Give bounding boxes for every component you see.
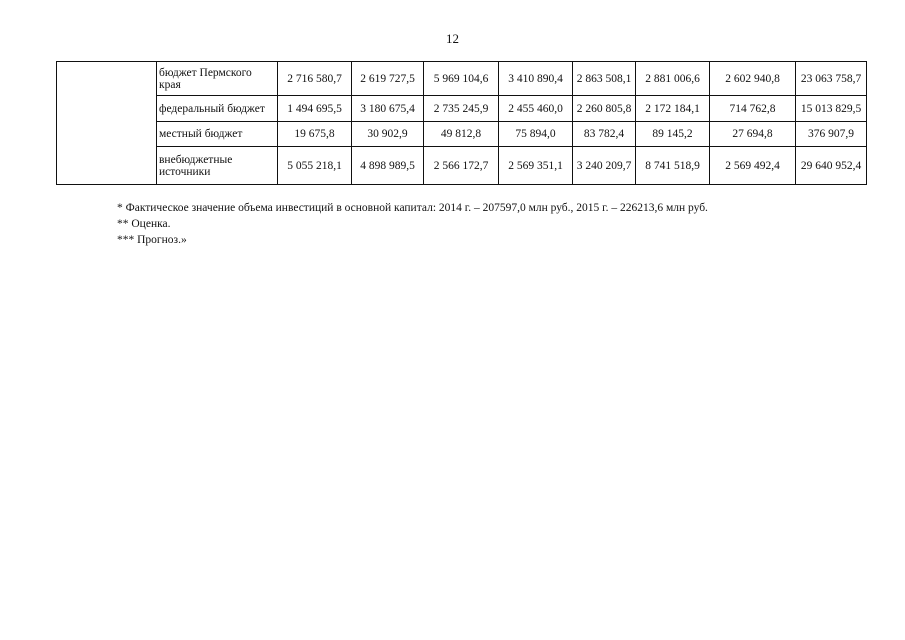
table-cell: 2 569 492,4 (710, 147, 796, 185)
row-label: бюджет Пермского края (157, 62, 278, 96)
table-cell: 83 782,4 (573, 122, 636, 147)
table-cell: 376 907,9 (796, 122, 867, 147)
table-cell: 89 145,2 (636, 122, 710, 147)
table-cell: 2 619 727,5 (352, 62, 424, 96)
table-cell: 3 240 209,7 (573, 147, 636, 185)
table-cell: 75 894,0 (499, 122, 573, 147)
table-row (57, 147, 867, 185)
table-cell: 2 172 184,1 (636, 96, 710, 122)
table-cell: 2 735 245,9 (424, 96, 499, 122)
footnote-actual-investment: * Фактическое значение объема инвестиций в основной капитал: 2014 г. – 207597,0 млн руб., 2015 г. – 226213,6 млн руб. (117, 202, 708, 214)
table-cell: 2 881 006,6 (636, 62, 710, 96)
table-cell: 2 863 508,1 (573, 62, 636, 96)
table-cell: 2 716 580,7 (278, 62, 352, 96)
row-label: внебюджетные источники (157, 147, 278, 185)
table-cell: 2 569 351,1 (499, 147, 573, 185)
table-cell: 4 898 989,5 (352, 147, 424, 185)
row-label: местный бюджет (157, 122, 278, 147)
table-cell: 3 180 675,4 (352, 96, 424, 122)
table-cell: 2 455 460,0 (499, 96, 573, 122)
table-cell: 27 694,8 (710, 122, 796, 147)
table-cell: 15 013 829,5 (796, 96, 867, 122)
page-number: 12 (446, 31, 459, 46)
row-label: федеральный бюджет (157, 96, 278, 122)
empty-category-cell (57, 62, 157, 185)
footnotes (117, 200, 708, 248)
table-cell: 5 969 104,6 (424, 62, 499, 96)
table-cell: 1 494 695,5 (278, 96, 352, 122)
budget-table (56, 61, 867, 185)
table-cell: 5 055 218,1 (278, 147, 352, 185)
table-cell: 2 260 805,8 (573, 96, 636, 122)
table-row (57, 96, 867, 122)
footnote-estimate: ** Оценка. (117, 218, 171, 230)
table-row (57, 62, 867, 96)
table-row (57, 122, 867, 147)
table-cell: 19 675,8 (278, 122, 352, 147)
table-cell: 3 410 890,4 (499, 62, 573, 96)
table-cell: 23 063 758,7 (796, 62, 867, 96)
table-cell: 49 812,8 (424, 122, 499, 147)
table-cell: 8 741 518,9 (636, 147, 710, 185)
footnote-forecast: *** Прогноз.» (117, 234, 187, 246)
table-cell: 30 902,9 (352, 122, 424, 147)
table-cell: 29 640 952,4 (796, 147, 867, 185)
table-cell: 714 762,8 (710, 96, 796, 122)
table-cell: 2 566 172,7 (424, 147, 499, 185)
table-cell: 2 602 940,8 (710, 62, 796, 96)
